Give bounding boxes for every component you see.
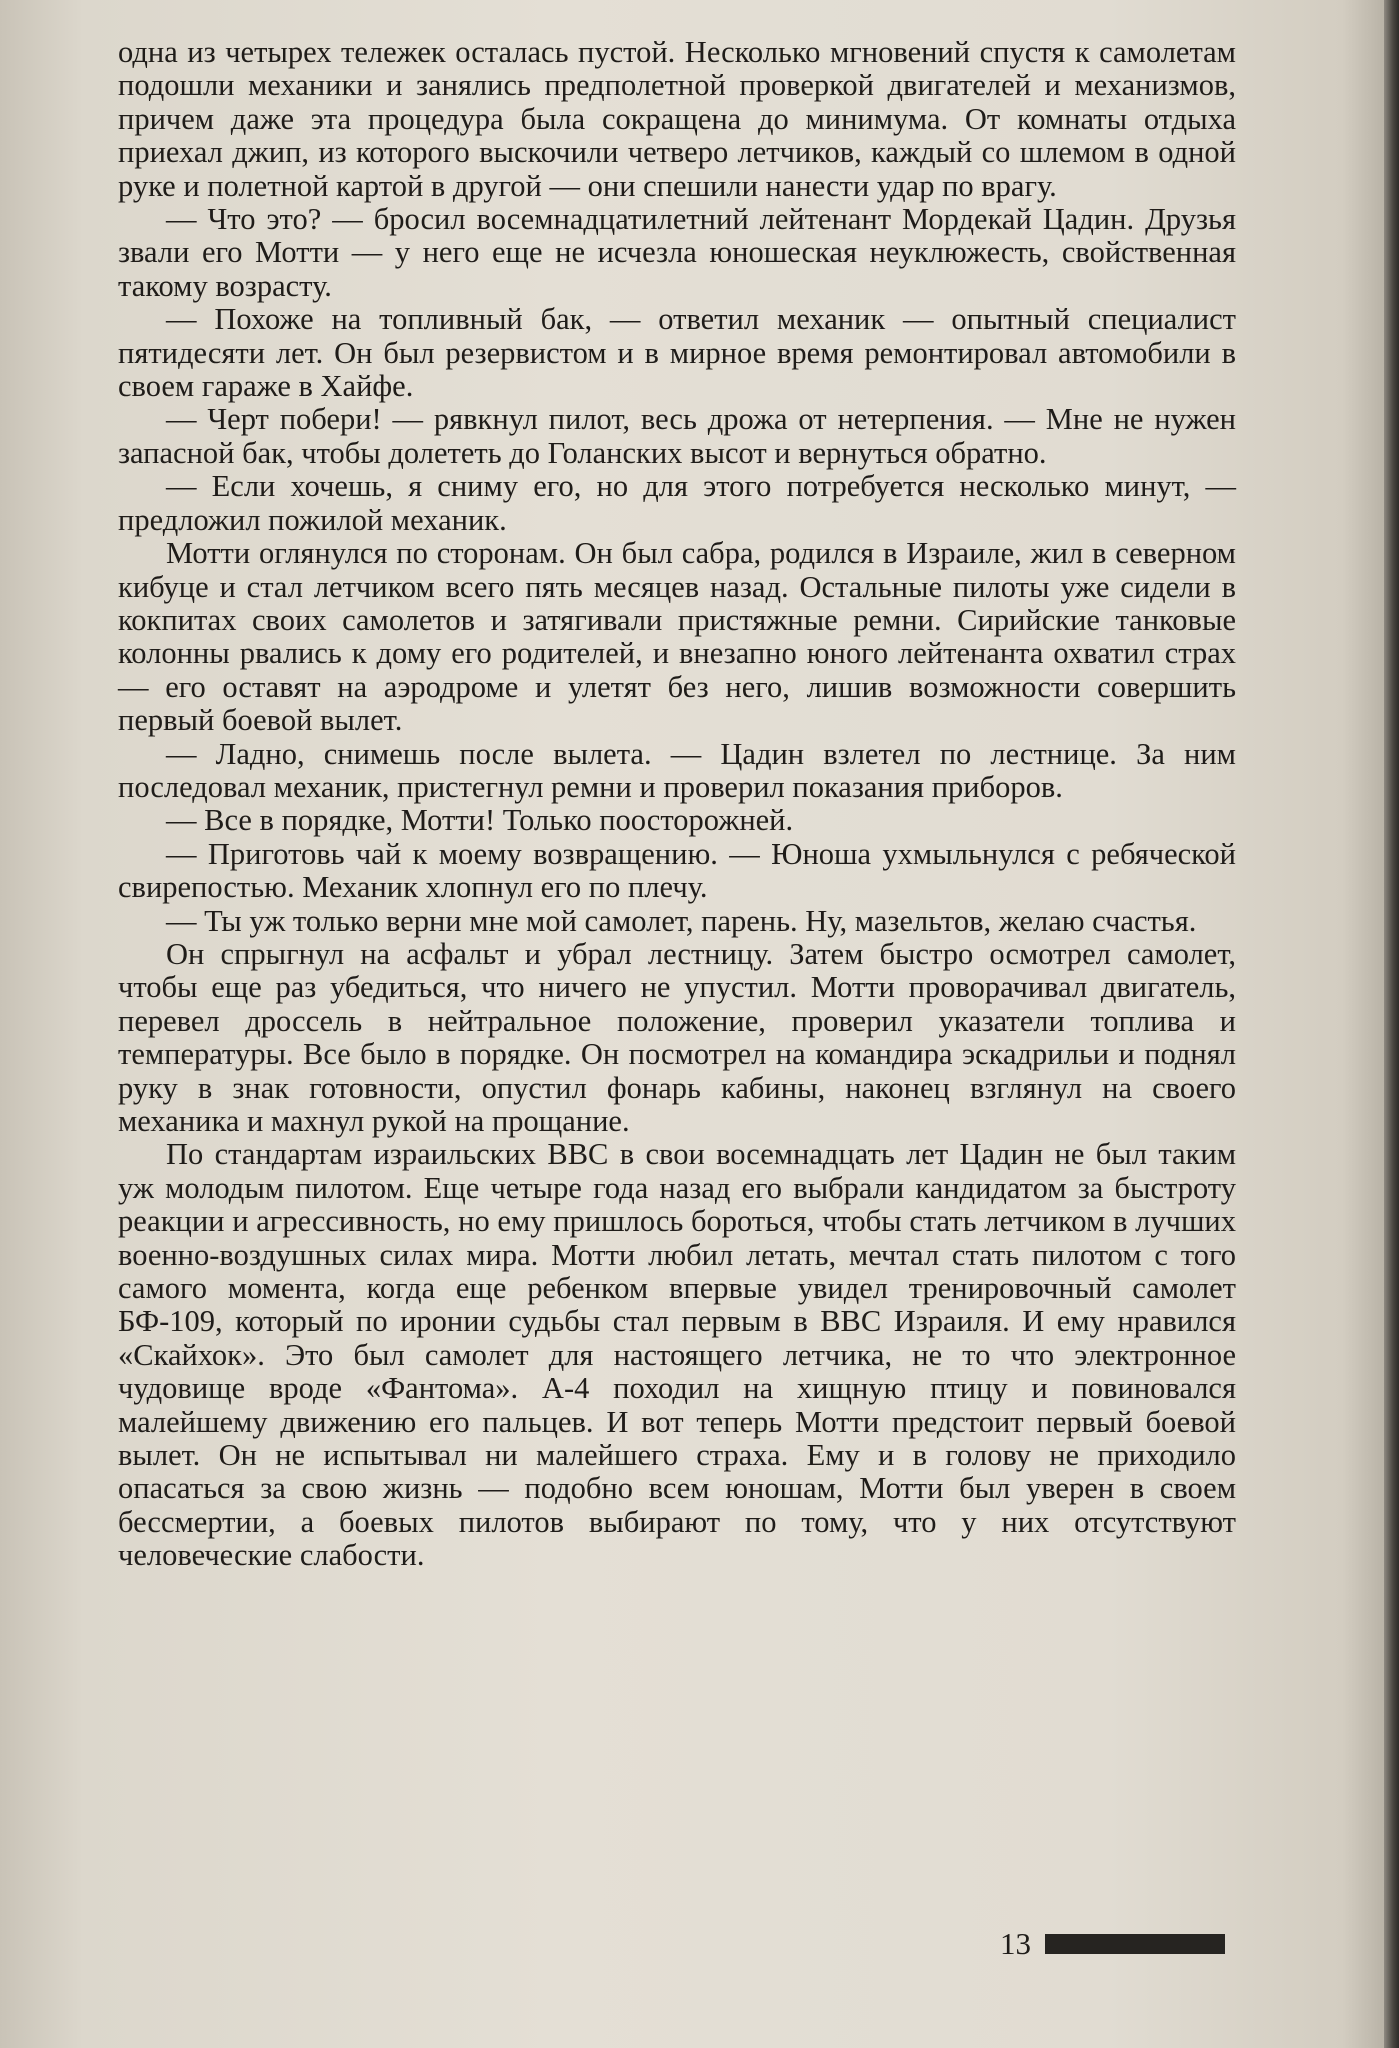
paragraph-5: — Если хочешь, я сниму его, но для этого потребуется несколько минут, — предложил пожилой механик. — [118, 469, 1236, 537]
page-number-bar — [1045, 1934, 1225, 1954]
paragraph-9: — Приготовь чай к моему возвращению. — Юноша ухмыльнулся с ребячеcкой свирепостью. Механик хлопнул его по плечу. — [118, 836, 1236, 905]
paragraph-6: Мотти оглянулся по сторонам. Он был сабра, родился в Израиле, жил в северном кибуце и стал летчиком всего пять месяцев назад. Остальные пилоты уже сидели в кокпитах своих самолетов и затягивали пристяжные ремни. Сирийские танковые колонны рвались к дому его родителей, и внезапно юного лейтенанта охватил страх — его оставят на аэродроме и улетят без него, лишив возможности совершить первый боевой вылет. — [118, 536, 1236, 738]
body-text — [118, 36, 1236, 1573]
book-edge-shadow — [1384, 0, 1399, 2048]
paragraph-4: — Черт побери! — рявкнул пилот, весь дрожа от нетерпения. — Мне не нужен запасной бак, чтобы долететь до Голанских высот и вернуться обратно. — [118, 402, 1236, 470]
paragraph-1: одна из четырех тележек осталась пустой. Несколько мгновений спустя к самолетам подошли механики и занялись предполетной проверкой двигателей и механизмов, причем даже эта процедура была сокращена до минимума. От комнаты отдыха приехал джип, из которого выскочили четверо летчиков, каждый со шлемом в одной руке и полетной картой в другой — они спешили нанести удар по врагу. — [118, 35, 1236, 203]
paragraph-3: — Похоже на топливный бак, — ответил механик — опытный специалист пятидесяти лет. Он был резервистом и в мирное время ремонтировал автомобили в своем гараже в Хайфе. — [118, 302, 1236, 404]
paragraph-11: Он спрыгнул на асфальт и убрал лестницу. Затем быстро осмотрел самолет, чтобы еще раз убедиться, что ничего не упустил. Мотти проворачивал двигатель, перевел дроссель в нейтральное положение, проверил указатели топлива и температуры. Все было в порядке. Он посмотрел на командира эскадрильи и поднял руку в знак готовности, опустил фонарь кабины, наконец взглянул на своего механика и махнул рукой на прощание. — [118, 936, 1236, 1138]
page-number: 13 — [1000, 1926, 1031, 1961]
paragraph-8: — Все в порядке, Мотти! Только поосторожней. — [166, 803, 794, 838]
page-footer — [1000, 1926, 1242, 1962]
paragraph-10: — Ты уж только верни мне мой самолет, парень. Ну, мазельтов, желаю счастья. — [166, 903, 1197, 938]
paragraph-7: — Ладно, снимешь после вылета. — Цадин взлетел по лестнице. За ним последовал механик, пристегнул ремни и проверил показания приборов. — [118, 736, 1236, 804]
paragraph-2: — Что это? — бросил восемнадцатилетний лейтенант Мордекай Цадин. Друзья звали его Мотти — у него еще не исчезла юношеская неуклюжесть, свойственная такому возрасту. — [118, 202, 1236, 303]
paragraph-12: По стандартам израильских ВВС в свои восемнадцать лет Цадин не был таким уж молодым пилотом. Еще четыре года назад его выбрали кандидатом за быстроту реакции и агрессивность, но ему пришлось бороться, чтобы стать летчиком в лучших военно-воздушных силах мира. Мотти любил летать, мечтал стать пилотом с того самого момента, когда еще ребенком впервые увидел тренировочный самолет БФ-109, который по иронии судьбы стал первым в ВВС Израиля. И ему нравился «Скайхок». Это был самолет для настоящего летчика, не то что электронное чудовище вроде «Фантома». А-4 походил на хищную птицу и повиновался малейшему движению его пальцев. И вот теперь Мотти предстоит первый боевой вылет. Он не испытывал ни малейшего страха. Ему и в голову не приходило опасаться за свою жизнь — подобно всем юношам, Мотти был уверен в своем бессмертии, а боевых пилотов выбирают по тому, что у них отсутствуют человеческие слабости. — [118, 1137, 1236, 1573]
